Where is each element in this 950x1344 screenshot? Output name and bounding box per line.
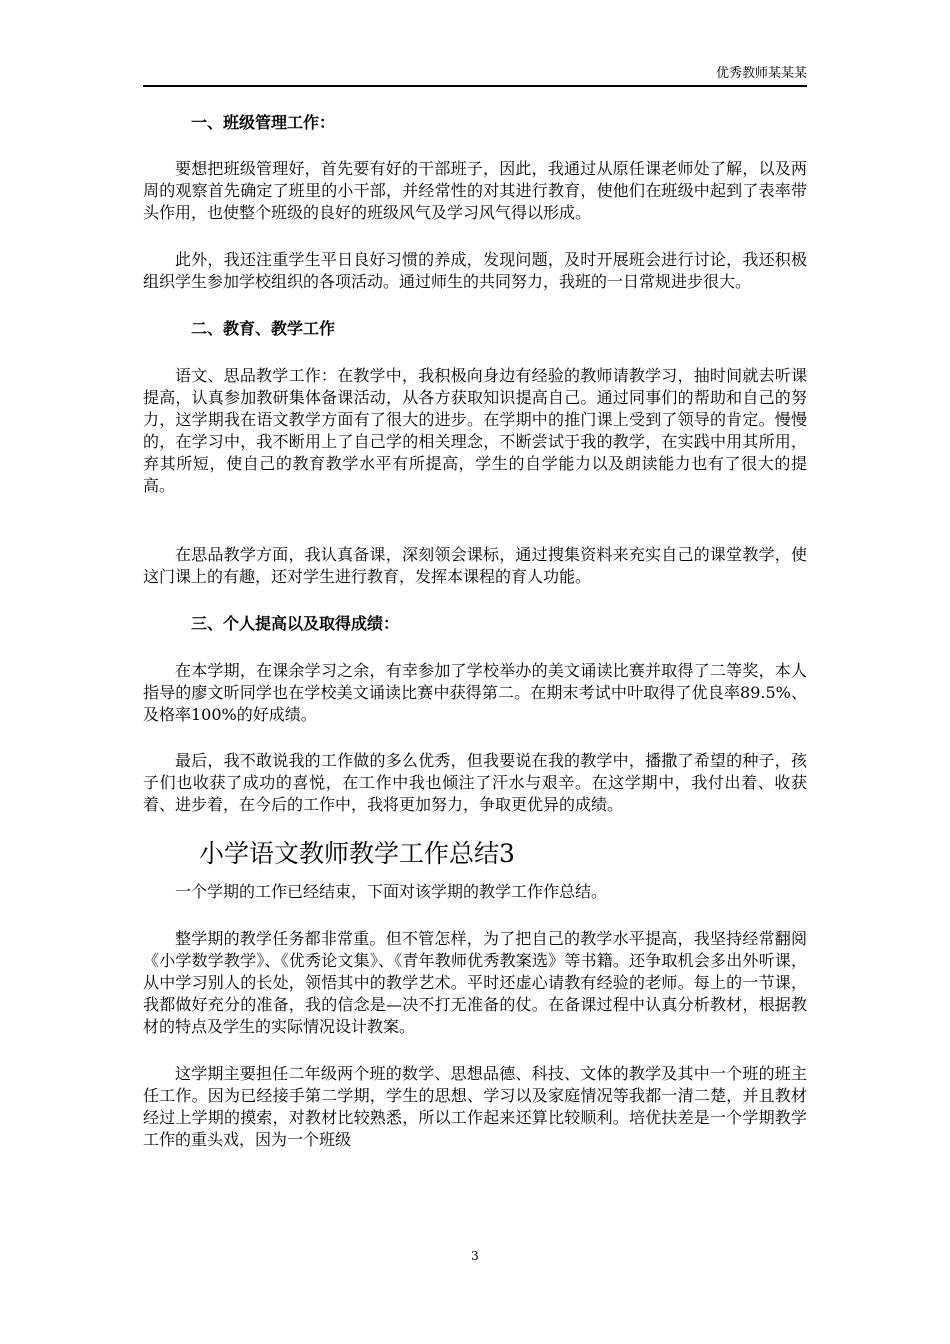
header-rule <box>143 85 807 87</box>
document-title: 小学语文教师教学工作总结3 <box>199 839 515 868</box>
paragraph: 整学期的教学任务都非常重。但不管怎样，为了把自己的教学水平提高，我坚持经常翻阅《小学数学教学》、《优秀论文集》、《青年教师优秀教案选》等书籍。还争取机会多出外听课，从中学习别人的长处，领悟其中的教学艺术。平时还虚心请教有经验的老师。每上的一节课，我都做好充分的准备，我的信念是—决不打无准备的仗。在备课过程中认真分析教材，根据教材的特点及学生的实际情况设计教案。 <box>143 929 807 1036</box>
paragraph: 一个学期的工作已经结束，下面对该学期的教学工作作总结。 <box>175 882 608 901</box>
paragraph: 在思品教学方面，我认真备课，深刻领会课标，通过搜集资料来充实自己的课堂教学，使这门课上的有趣，还对学生进行教育，发挥本课程的育人功能。 <box>143 545 807 586</box>
section-heading-personal-achievements: 三、个人提高以及取得成绩： <box>191 614 400 633</box>
paragraph: 语文、思品教学工作：在教学中，我积极向身边有经验的教师请教学习，抽时间就去听课提高，认真参加教研集体备课活动，从各方获取知识提高自己。通过同事们的帮助和自己的努力，这学期我在语文教学方面有了很大的进步。在学期中的推门课上受到了领导的肯定。慢慢的，在学习中，我不断用上了自己学的相关理念，不断尝试于我的教学，在实践中用其所用，弃其所短，使自己的教育教学水平有所提高，学生的自学能力以及朗读能力也有了很大的提高。 <box>143 366 807 495</box>
paragraph: 此外，我还注重学生平日良好习惯的养成，发现问题，及时开展班会进行讨论，我还积极组织学生参加学校组织的各项活动。通过师生的共同努力，我班的一日常规进步很大。 <box>143 250 807 291</box>
page-header: 优秀教师某某某 <box>715 66 807 81</box>
section-heading-class-management: 一、班级管理工作： <box>191 113 336 132</box>
page-number: 3 <box>471 1249 479 1263</box>
paragraph: 最后，我不敢说我的工作做的多么优秀，但我要说在我的教学中，播撒了希望的种子，孩子们也收获了成功的喜悦，在工作中我也倾注了汗水与艰辛。在这学期中，我付出着、收获着、进步着，在今后的工作中，我将更加努力，争取更优异的成绩。 <box>143 751 807 814</box>
paragraph: 在本学期，在课余学习之余，有幸参加了学校举办的美文诵读比赛并取得了二等奖，本人指导的廖文昕同学也在学校美文诵读比赛中获得第二。在期末考试中叶取得了优良率89.5%、及格率100%的好成绩。 <box>143 661 807 724</box>
section-heading-teaching-work: 二、教育、教学工作 <box>191 319 336 338</box>
paragraph: 要想把班级管理好，首先要有好的干部班子，因此，我通过从原任课老师处了解，以及两周的观察首先确定了班里的小干部，并经常性的对其进行教育，使他们在班级中起到了表率带头作用，也使整个班级的良好的班级风气及学习风气得以形成。 <box>143 159 807 222</box>
paragraph: 这学期主要担任二年级两个班的数学、思想品德、科技、文体的教学及其中一个班的班主任工作。因为已经接手第二学期，学生的思想、学习以及家庭情况等我都一清二楚，并且教材经过上学期的摸索，对教材比较熟悉，所以工作起来还算比较顺利。培优扶差是一个学期教学工作的重头戏，因为一个班级 <box>143 1064 807 1149</box>
document-body <box>143 112 807 1151</box>
